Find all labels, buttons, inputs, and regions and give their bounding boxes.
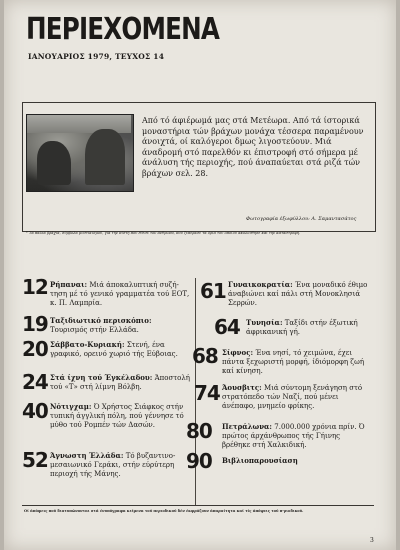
photo-credit: Φωτογραφία έξωφύλλου: Α. Σαμαντασάτος (246, 216, 357, 222)
entry-title: Ρήπαναι: (50, 280, 88, 289)
entry-title: Τυνησία: (246, 318, 283, 327)
photo-rock-left (37, 141, 71, 185)
page-number: 40 (22, 399, 48, 423)
entry-title: Νότιγχαμ: (50, 402, 92, 411)
entry-body: Ένα νησί, τό χειμώνα, έχει πάντα ξεχωριστή μορφή, ίδιόμορφη ζωή καί κίνηση. (222, 349, 365, 375)
photo-rock-right (85, 129, 125, 185)
entry-text (50, 280, 190, 308)
footer-rule (22, 505, 374, 524)
entry-text (222, 348, 370, 376)
entry-body: Άποστολή τού «Τ» στή λίμνη Βόλβη. (50, 374, 190, 391)
entry-text (222, 456, 370, 466)
page-number: 68 (192, 344, 218, 368)
entry-body: Τό βυζαντινο-μεσαιωνικό Γεράκι, στήν εύρύτερη περιοχή τής Μάνης. (50, 452, 176, 478)
entry-body: Ένα μοναδικό έθιμο άναβιώνει καί πάλι στή Μονοκλησιά Σερρών. (228, 281, 368, 307)
page-number: 90 (186, 449, 212, 473)
cover-photo (26, 114, 134, 192)
entry-title: Πετράλωνα: (222, 422, 273, 431)
cover-story-text: Από τό άφιέρωμά μας στά Μετέωρα. Από τά ίστορικά μοναστήρια τών βράχων μονάχα τέσσερα παραμένουν άνοιχτά, οί καλόγεροι δμως λιγοστεύουν. Μιά άναδρομή στό παρελθόν κι έπιστροφή στό σήμερα μέ άνάλυση τής περιοχής, πού άναπαύεται στά ριζά τών βράχων σελ. 28. (142, 116, 364, 178)
page-number: 64 (214, 315, 240, 339)
entry-text (228, 280, 368, 308)
disclaimer-note: Οί άπόψεις πού διατυπώνονται στά ένυπόγραφα κείμενα τού περιοδικού δέν έκφράζουν άπαραίτητα καί τίς άπόψεις τού π-ριοδικού. (24, 509, 304, 513)
entry-body: 7.000.000 χρόνια πρίν. Ό πρώτος άρχάνθρωπος τής Γήινης βρέθηκε στή Χαλκιδική. (222, 423, 365, 449)
entry-title: Γυναικοκρατία: (228, 280, 293, 289)
entry-body: Μιά σύντομη ξενάγηση στό στρατόπεδο τών Ναζί, πού μένει άνέπαφο, μνημείο φρίκης. (222, 384, 363, 410)
entry-text (222, 422, 370, 450)
entry-text (222, 383, 370, 411)
page-folio: 3 (370, 537, 374, 544)
entry-body: Τουρισμός στήν Ελλάδα. (50, 326, 139, 334)
entry-title: Ταξιδιωτικό περισκόπιο: (50, 316, 152, 325)
entry-title: Άουσβιτς: (222, 383, 262, 392)
entry-title: Στά ίχνη τού Έγκέλαδου: (50, 373, 153, 382)
entry-body: Ταξίδι στήν έξωτική άφρικανική γή. (246, 319, 358, 336)
entry-text (246, 318, 370, 337)
page-number: 20 (22, 337, 48, 361)
page-title: ΠΕΡΙΕΧΟΜΕΝΑ (26, 12, 220, 47)
entry-body: Ό Χρήστος Σιάφκος στήν τυπική άγγλική πόλη, πού γέννησε τό μύθο τού Ρομπέν τών Δασών. (50, 403, 184, 429)
issue-date: ΙΑΝΟΥΑΡΙΟΣ 1979, ΤΕΥΧΟΣ 14 (28, 52, 165, 61)
entry-title: Άγνωστη Έλλάδα: (50, 451, 124, 460)
entry-text (50, 451, 190, 479)
entry-text (50, 340, 190, 359)
entry-body: Μιά άποκαλυπτική συζή-τηση μέ τό γενικό γραμματέα τού ΕΟΤ, κ. Π. Λαμπρία. (50, 281, 190, 307)
page-number: 61 (200, 279, 226, 303)
entry-text (50, 402, 190, 430)
page-number: 52 (22, 448, 48, 472)
entry-text (50, 316, 190, 335)
cover-caption: * Τά παλιά βράχια, σύμβολα μυστικισμού, για την πίστη που έθεσε τον άνθρωπο, που ξεπέρασε τα όρια του οποίου ακολούθησε και την καταστροφή. (26, 231, 301, 235)
page-number: 24 (22, 370, 48, 394)
page-number: 74 (194, 381, 220, 405)
page-number: 80 (186, 419, 212, 443)
page-number: 12 (22, 275, 48, 299)
entry-title: Βιβλιοπαρουσίαση (222, 456, 298, 465)
entry-text (50, 373, 190, 392)
entry-title: Σάββατο-Κυριακή: (50, 340, 125, 349)
entry-body: Στενή, ένα γραφικό, ορεινό χωριό τής Εύβοιας. (50, 341, 178, 358)
page-number: 19 (22, 312, 48, 336)
entry-title: Σίφνος: (222, 348, 254, 357)
